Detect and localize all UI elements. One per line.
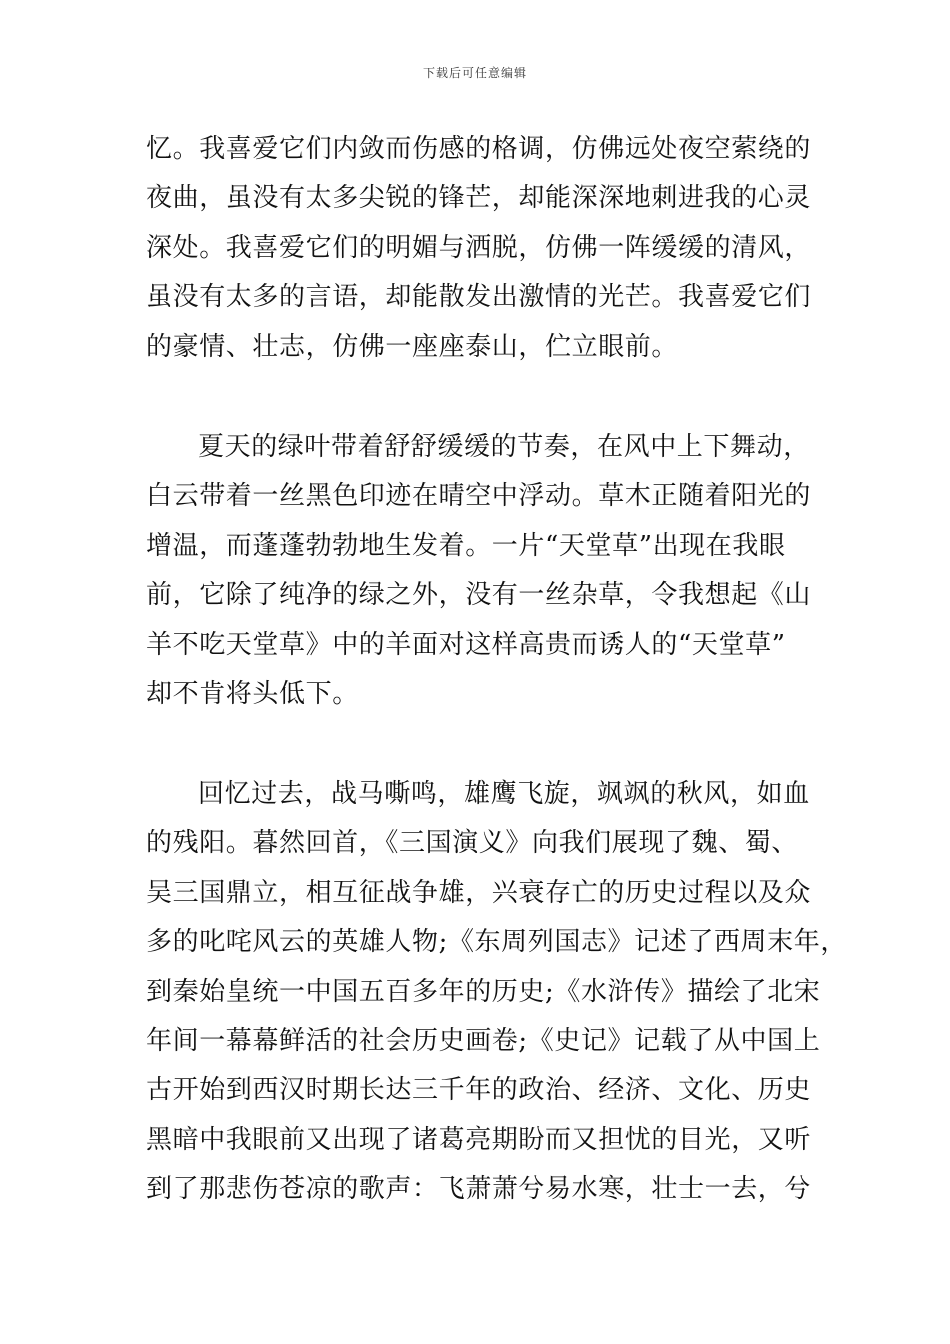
text-line: 深处。我喜爱它们的明媚与洒脱，仿佛一阵缓缓的清风， xyxy=(146,232,812,263)
page-header-note: 下载后可任意编辑 xyxy=(422,66,527,80)
text-line: 却不肯将头低下。 xyxy=(146,678,359,709)
text-line: 增温，而蓬蓬勃勃地生发着。一片“天堂草”出现在我眼 xyxy=(146,530,786,561)
text-line: 年间一幕幕鲜活的社会历史画卷;《史记》记载了从中国上 xyxy=(146,1025,821,1056)
text-line: 吴三国鼎立，相互征战争雄，兴衰存亡的历史过程以及众 xyxy=(146,877,812,908)
text-line: 虽没有太多的言语，却能散发出激情的光芒。我喜爱它们 xyxy=(146,282,812,313)
text-line: 的残阳。暮然回首，《三国演义》向我们展现了魏、蜀、 xyxy=(146,828,799,859)
text-line: 夏天的绿叶带着舒舒缓缓的节奏，在风中上下舞动， xyxy=(198,432,810,462)
paragraph-1 xyxy=(146,125,811,372)
text-line: 的豪情、壮志，仿佛一座座泰山，伫立眼前。 xyxy=(146,331,679,362)
text-line: 忆。我喜爱它们内敛而伤感的格调，仿佛远处夜空萦绕的 xyxy=(146,134,812,164)
text-line: 夜曲，虽没有太多尖锐的锋芒，却能深深地刺进我的心灵 xyxy=(146,183,812,214)
text-line: 羊不吃天堂草》中的羊面对这样高贵而诱人的“天堂草” xyxy=(146,629,786,660)
paragraph-2 xyxy=(146,423,811,719)
text-line: 多的叱咤风云的英雄人物;《东周列国志》记述了西周末年， xyxy=(146,927,847,958)
text-line: 黑暗中我眼前又出现了诸葛亮期盼而又担忧的目光，又听 xyxy=(146,1124,812,1155)
text-line: 古开始到西汉时期长达三千年的政治、经济、文化、历史 xyxy=(146,1075,812,1106)
text-line: 前，它除了纯净的绿之外，没有一丝杂草，令我想起《山 xyxy=(146,580,812,611)
paragraph-3 xyxy=(146,770,847,1215)
text-line: 到了那悲伤苍凉的歌声：飞萧萧兮易水寒，壮士一去，兮 xyxy=(146,1174,812,1205)
text-line: 回忆过去，战马嘶鸣，雄鹰飞旋，飒飒的秋风，如血 xyxy=(198,779,810,809)
text-line: 白云带着一丝黑色印迹在晴空中浮动。草木正随着阳光的 xyxy=(146,481,812,512)
text-line: 到秦始皇统一中国五百多年的历史;《水浒传》描绘了北宋 xyxy=(146,976,821,1007)
